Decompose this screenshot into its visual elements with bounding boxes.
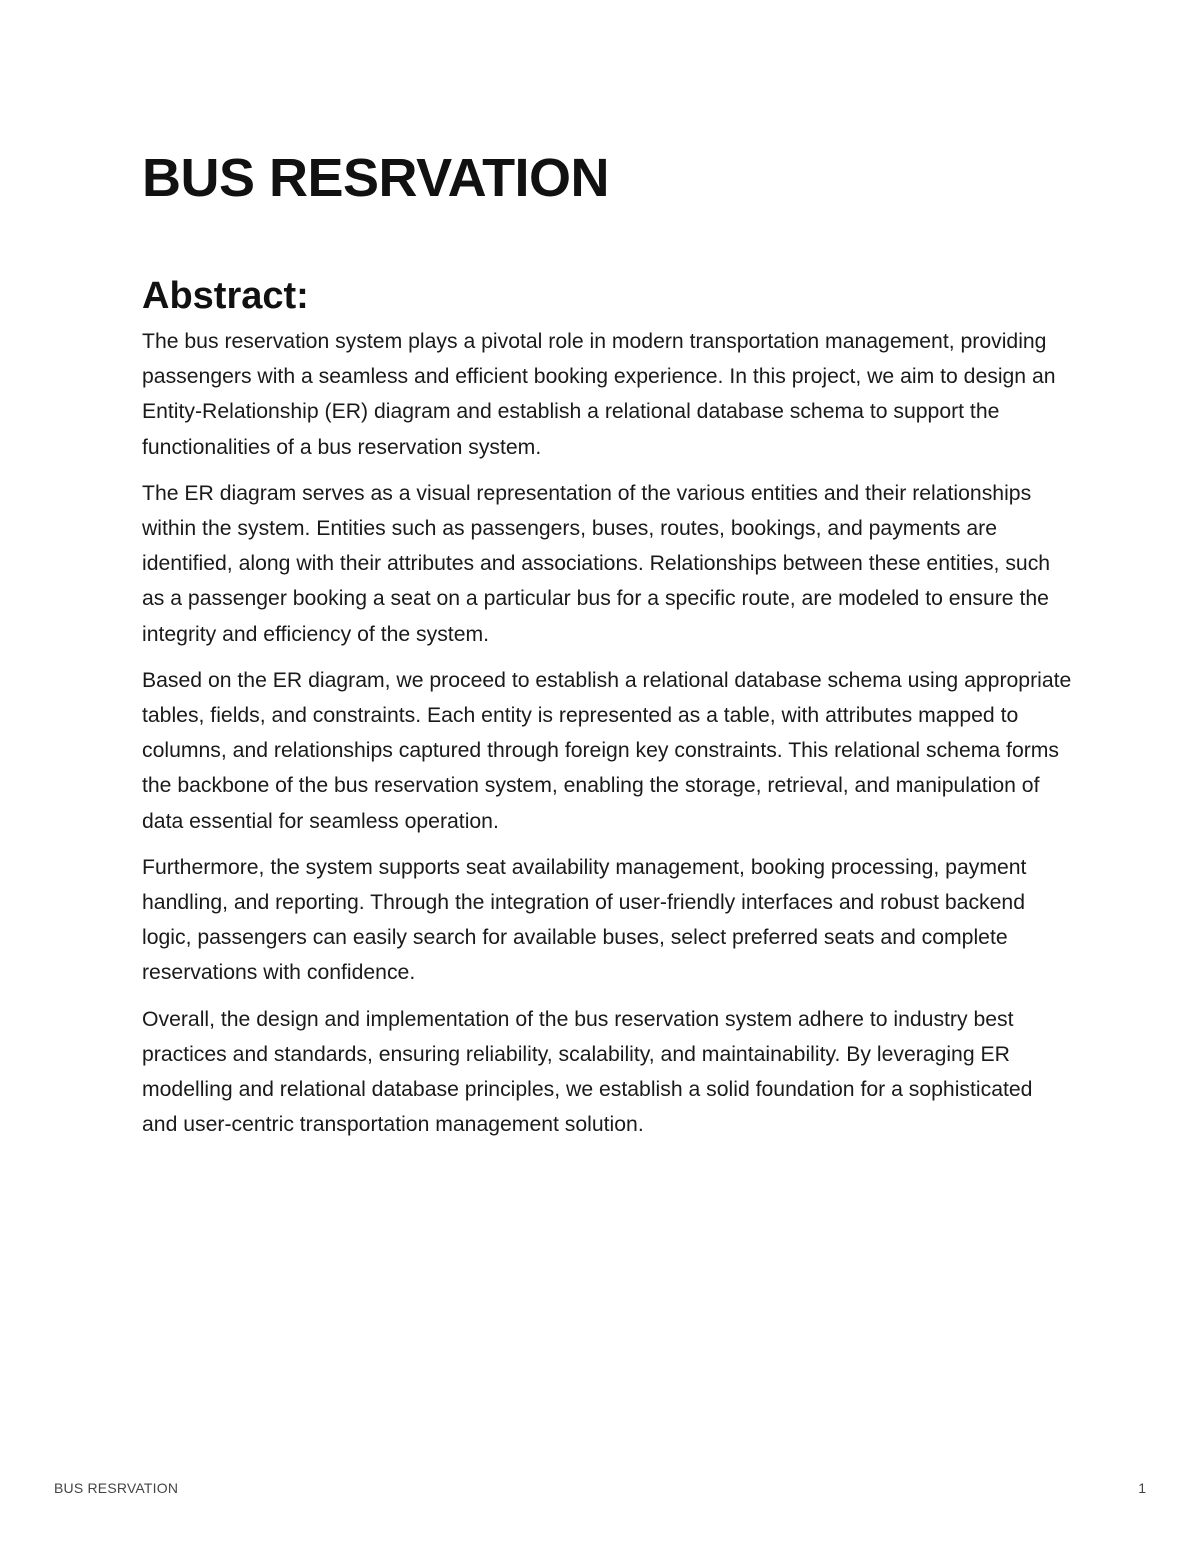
section-heading-abstract: Abstract: [142,275,309,317]
paragraph: Overall, the design and implementation of the bus reservation system adhere to industry best practices and standards, ensuring reliability, scalability, and maintainability. By leveraging ER modelling and relational database principles, we establish a solid foundation for a sophisticated and user-centric transportation management solution. [142,1007,1033,1137]
document-title: BUS RESRVATION [142,148,610,208]
paragraph: Based on the ER diagram, we proceed to establish a relational database schema using appropriate tables, fields, and constraints. Each entity is represented as a table, with attributes mapped to columns, and relationships captured through foreign key constraints. This relational schema forms the backbone of the bus reservation system, enabling the storage, retrieval, and manipulation of data essential for seamless operation. [142,668,1072,833]
paragraph: Furthermore, the system supports seat availability management, booking processing, payment handling, and reporting. Through the integration of user-friendly interfaces and robust backend logic, passengers can easily search for available buses, select preferred seats and complete reservations with confidence. [142,855,1027,985]
abstract-body [142,324,1072,1142]
footer-page-number: 1 [1138,1480,1146,1496]
page-content [142,146,1072,1153]
footer-document-title: BUS RESRVATION [54,1480,179,1496]
paragraph: The ER diagram serves as a visual representation of the various entities and their relationships within the system. Entities such as passengers, buses, routes, bookings, and payments are identified, along with their attributes and associations. Relationships between these entities, such as a passenger booking a seat on a particular bus for a specific route, are modeled to ensure the integrity and efficiency of the system. [142,481,1051,646]
paragraph: The bus reservation system plays a pivotal role in modern transportation management, providing passengers with a seamless and efficient booking experience. In this project, we aim to design an Entity-Relationship (ER) diagram and establish a relational database schema to support the functionalities of a bus reservation system. [142,330,1056,459]
